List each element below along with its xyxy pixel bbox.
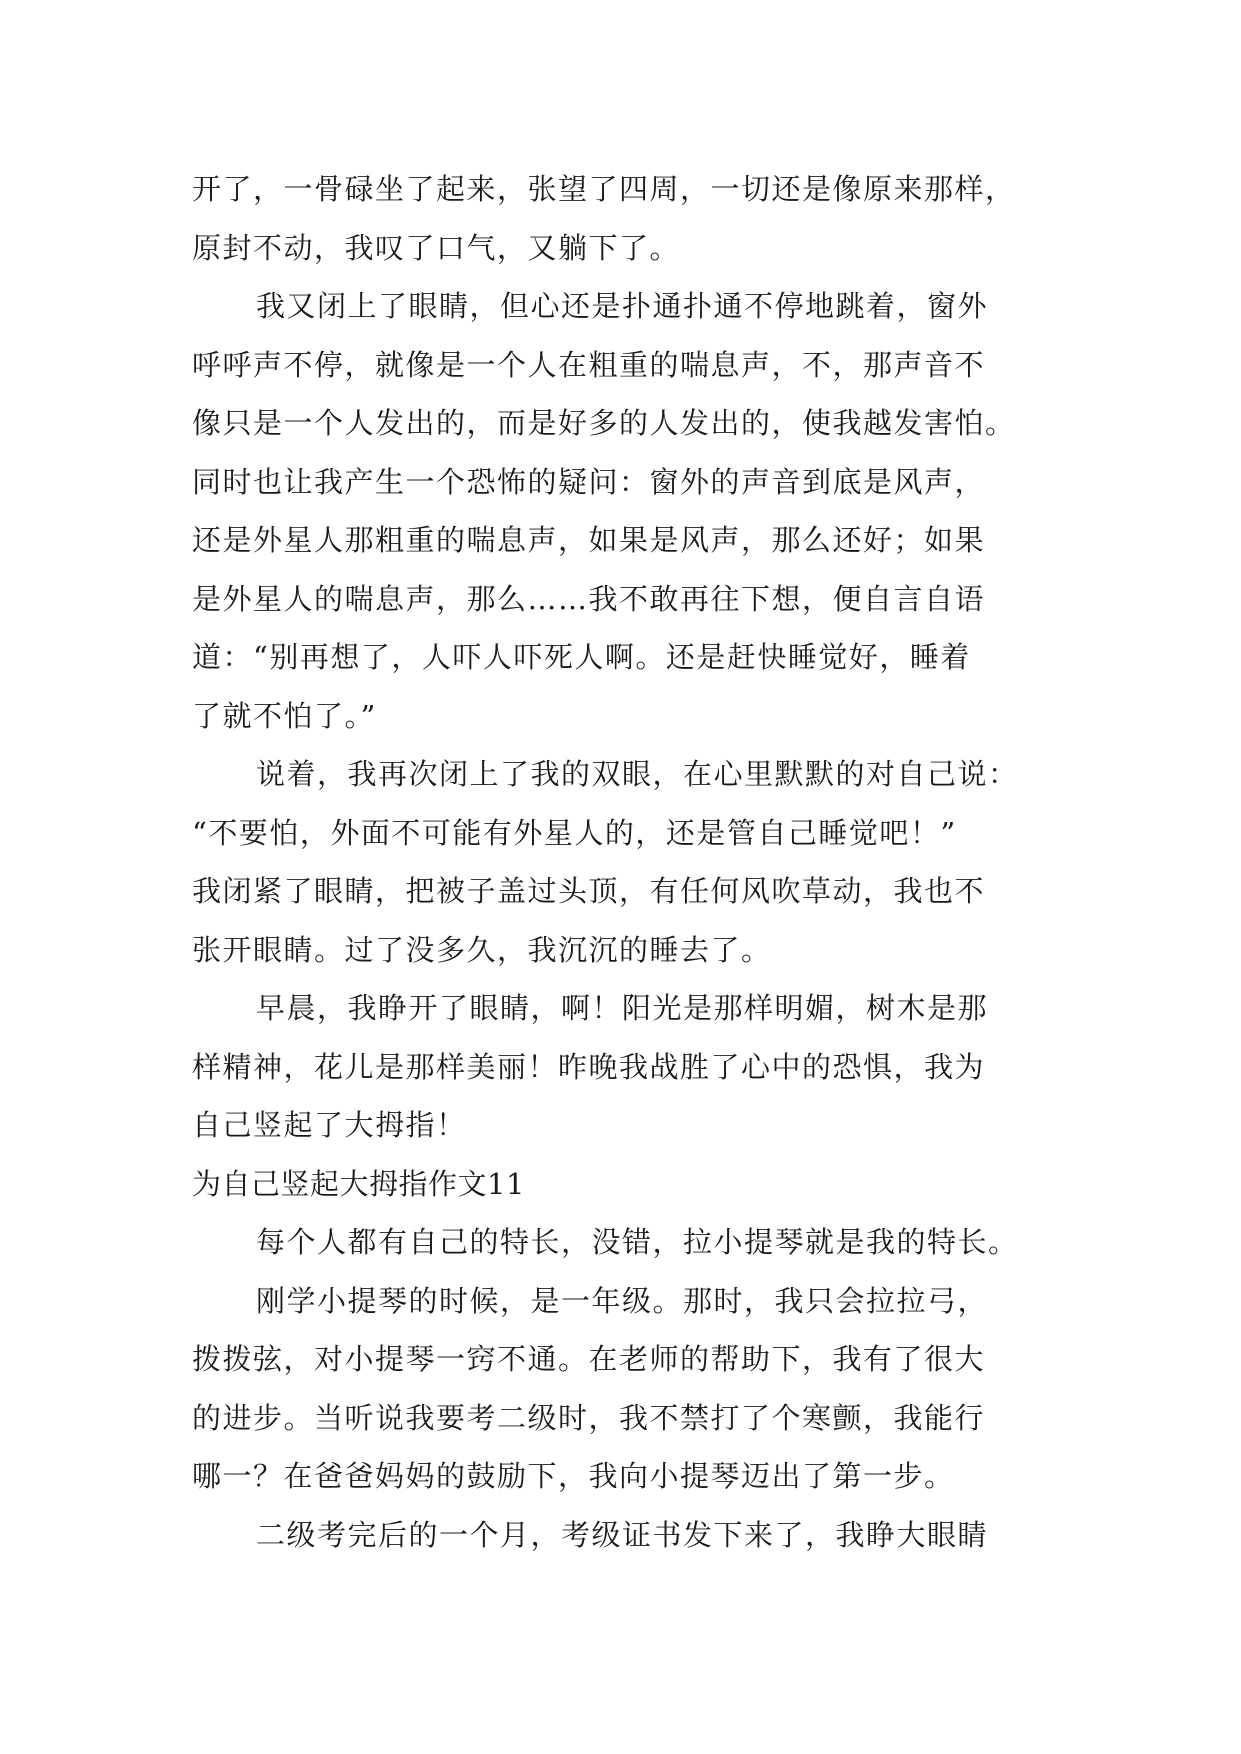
paragraph-start-line: 早晨，我睁开了眼睛，啊！阳光是那样明媚，树木是那 bbox=[256, 991, 989, 1025]
text-line: 原封不动，我叹了口气，又躺下了。 bbox=[192, 230, 681, 265]
text-line: “不要怕，外面不可能有外星人的，还是管自己睡觉吧！” bbox=[192, 815, 957, 850]
text-line: 张开眼睛。过了没多久，我沉沉的睡去了。 bbox=[192, 932, 772, 967]
text-line: 了就不怕了。” bbox=[192, 698, 377, 733]
text-line: 自己竖起了大拇指！ bbox=[192, 1108, 467, 1142]
text-line: 样精神，花儿是那样美丽！昨晚我战胜了心中的恐惧，我为 bbox=[192, 1049, 986, 1084]
text-line: 同时也让我产生一个恐怖的疑问：窗外的声音到底是风声， bbox=[192, 464, 986, 499]
text-line: 呼呼声不停，就像是一个人在粗重的喘息声，不，那声音不 bbox=[192, 347, 986, 382]
text-line: 的进步。当听说我要考二级时，我不禁打了个寒颤，我能行 bbox=[192, 1400, 986, 1435]
text-line: 拨拨弦，对小提琴一窍不通。在老师的帮助下，我有了很大 bbox=[192, 1342, 986, 1376]
text-line: 是外星人的喘息声，那么……我不敢再往下想，便自言自语 bbox=[192, 581, 986, 616]
text-line: 哪一？在爸爸妈妈的鼓励下，我向小提琴迈出了第一步。 bbox=[192, 1459, 955, 1493]
paragraph-start-line: 刚学小提琴的时候，是一年级。那时，我只会拉拉弓， bbox=[256, 1283, 989, 1318]
text-line: 开了，一骨碌坐了起来，张望了四周，一切还是像原来那样， bbox=[192, 172, 1016, 206]
text-line: 还是外星人那粗重的喘息声，如果是风声，那么还好；如果 bbox=[192, 523, 986, 557]
paragraph-start-line: 说着，我再次闭上了我的双眼，在心里默默的对自己说： bbox=[256, 757, 1019, 791]
paragraph-start-line: 我又闭上了眼睛，但心还是扑通扑通不停地跳着，窗外 bbox=[256, 289, 989, 323]
text-line: 像只是一个人发出的，而是好多的人发出的，使我越发害怕。 bbox=[192, 406, 1016, 440]
paragraph-start-line: 二级考完后的一个月，考级证书发下来了，我睁大眼睛 bbox=[256, 1517, 989, 1552]
paragraph-start-line: 每个人都有自己的特长，没错，拉小提琴就是我的特长。 bbox=[256, 1225, 1019, 1259]
section-title: 为自己竖起大拇指作文11 bbox=[192, 1166, 525, 1201]
text-line: 道：“别再想了，人吓人吓死人啊。还是赶快睡觉好，睡着 bbox=[192, 640, 971, 674]
document-body bbox=[192, 160, 1062, 1564]
text-line: 我闭紧了眼睛，把被子盖过头顶，有任何风吹草动，我也不 bbox=[192, 874, 986, 908]
